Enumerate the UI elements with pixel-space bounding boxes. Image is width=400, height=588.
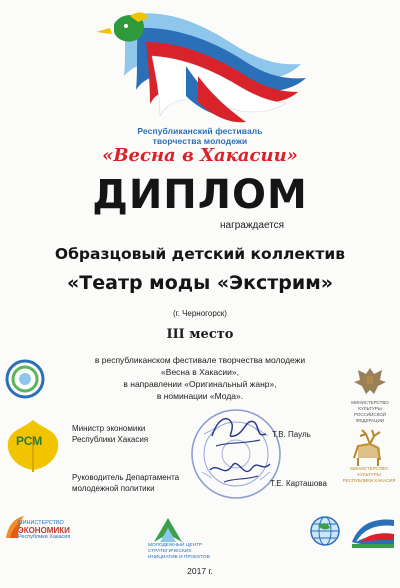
ministry-culture-rf-line-1: МИНИСТЕРСТВО КУЛЬТУРЫ [351,400,389,411]
description-line: «Весна в Хакасии», [161,367,239,377]
ministry-economy-line-2: ЭКОНОМИКИ [18,526,70,535]
youth-circle-logo [4,358,46,400]
recipient-line-2: «Театр моды «Экстрим» [67,272,333,294]
department-head-name: Т.Е. Карташова [270,479,327,488]
youth-center-line-3: ИНИЦИАТИВ И ПРОЕКТОВ [148,555,210,560]
minister-title-line-1: Министр экономики [72,424,146,433]
ministry-economy-line-3: Республики Хакасия [18,534,71,540]
handwritten-signatures [204,408,274,498]
deer-icon [344,428,394,468]
festival-line-2: творчества молодежи [152,136,248,146]
festival-emblem [86,6,316,128]
department-head-title [72,472,179,494]
description-line: в направлении «Оригинальный жанр», [123,379,277,389]
ministry-culture-rf-line-2: РОССИЙСКОЙ ФЕДЕРАЦИИ [354,412,386,423]
festival-name: «Весна в Хакасии» [102,145,298,166]
youth-center-logo [148,543,248,561]
russian-eagle-icon [352,362,388,398]
khakassia-flag-logo [348,512,398,552]
minister-name: Т.В. Пауль [272,430,311,439]
minister-title [72,423,148,445]
rsm-logo-text: РСМ [16,434,43,448]
award-place: III место [166,327,234,342]
ministry-economy-logo [18,520,70,541]
youth-center-arrow-icon [152,516,184,546]
recipient-city: (г. Черногорск) [173,309,227,318]
head-title-line-2: молодежной политики [72,484,155,493]
minister-title-line-2: Республики Хакасия [72,435,149,444]
ministry-culture-kh-line-2: РЕСПУБЛИКИ ХАКАСИЯ [342,478,396,483]
globe-logo [308,514,342,548]
description-line: в номинации «Мода». [156,391,244,401]
youth-center-line-2: СТРАТЕГИЧЕСКИХ [148,549,192,554]
ministry-culture-kh-logo [338,466,400,484]
issue-year: 2017 г. [187,566,213,576]
youth-center-line-1: МОЛОДЕЖНЫЙ ЦЕНТР [148,543,203,548]
diploma-title: ДИПЛОМ [92,172,308,218]
ministry-culture-kh-line-1: МИНИСТЕРСТВО КУЛЬТУРЫ [350,466,388,477]
ministry-culture-rf-logo [340,400,400,424]
description-line: в республиканском фестивале творчества молодежи [94,355,306,365]
ministry-economy-line-1: МИНИСТЕРСТВО [18,520,64,526]
festival-line-1: Республиканский фестиваль [137,126,263,136]
awarded-label: награждается [220,220,285,231]
head-title-line-1: Руководитель Департамента [72,473,180,482]
recipient-line-1: Образцовый детский коллектив [54,245,346,263]
